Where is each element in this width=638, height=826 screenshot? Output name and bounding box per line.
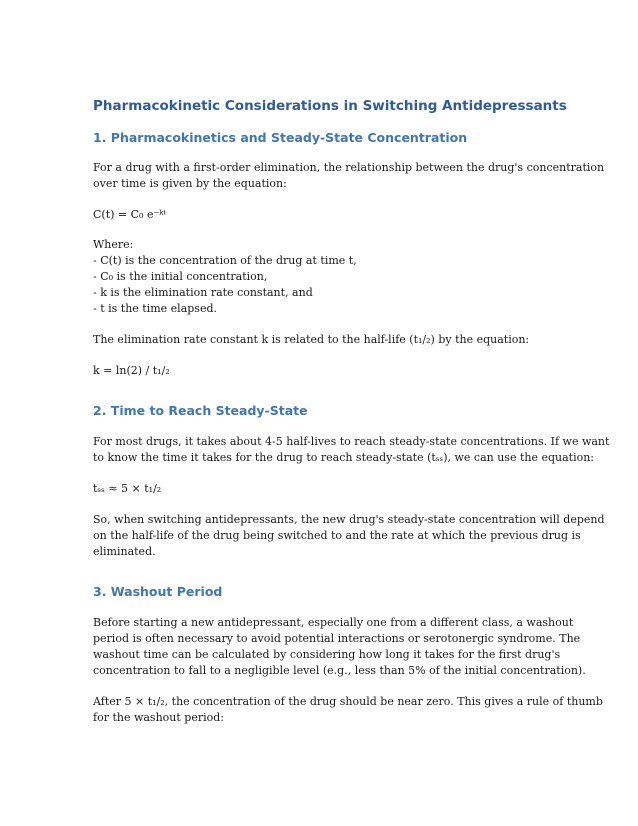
section-3-intro-line: washout time can be calculated by considering how long it takes for the first drug's (93, 648, 561, 661)
half-life-text: The elimination rate constant k is related to the half-life (t₁/₂) by the equation: (93, 333, 530, 346)
conclusion-line: on the half-life of the drug being switched to and the rate at which the previous drug is (93, 529, 581, 542)
conclusion-line: eliminated. (93, 545, 156, 558)
section-2-intro-line-2: to know the time it takes for the drug to reach steady-state (tₛₛ), we can use the equation: (93, 451, 595, 464)
section-1-heading: 1. Pharmacokinetics and Steady-State Concentration (93, 130, 468, 145)
section-3-rule (93, 694, 603, 726)
section-2-intro-line-1: For most drugs, it takes about 4-5 half-lives to reach steady-state concentrations. If we want (93, 435, 610, 448)
section-3-intro (93, 615, 586, 679)
section-3-heading: 3. Washout Period (93, 584, 223, 599)
section-1-intro (93, 160, 605, 192)
section-3-intro-line: concentration to fall to a negligible level (e.g., less than 5% of the initial concentration). (93, 664, 586, 677)
where-label: Where: (93, 238, 134, 251)
section-2-heading: 2. Time to Reach Steady-State (93, 403, 308, 418)
conclusion-line: So, when switching antidepressants, the new drug's steady-state concentration will depend (93, 513, 605, 526)
document-page (93, 97, 610, 726)
where-item: - C₀ is the initial concentration, (93, 270, 268, 283)
section-2-conclusion (93, 512, 605, 560)
document-title: Pharmacokinetic Considerations in Switching Antidepressants (93, 98, 567, 114)
rate-constant-equation: k = ln(2) / t₁/₂ (93, 364, 170, 377)
section-3-intro-line: Before starting a new antidepressant, especially one from a different class, a washout (93, 616, 574, 629)
rule-line: for the washout period: (93, 711, 224, 724)
concentration-equation: C(t) = C₀ e⁻ᵏᵗ (93, 208, 166, 221)
where-item: - t is the time elapsed. (93, 302, 217, 315)
rule-line: After 5 × t₁/₂, the concentration of the drug should be near zero. This gives a rule of thumb (93, 695, 603, 708)
where-item: - C(t) is the concentration of the drug at time t, (93, 254, 357, 267)
section-1-intro-line-1: For a drug with a first-order elimination, the relationship between the drug's concentration (93, 161, 605, 174)
steady-state-equation: tₛₛ ≈ 5 × t₁/₂ (93, 482, 162, 495)
where-item: - k is the elimination rate constant, and (93, 286, 313, 299)
section-1-intro-line-2: over time is given by the equation: (93, 177, 287, 190)
section-3-intro-line: period is often necessary to avoid potential interactions or serotonergic syndrome. The (93, 632, 581, 645)
section-2-intro (93, 434, 610, 466)
where-block (93, 237, 563, 317)
